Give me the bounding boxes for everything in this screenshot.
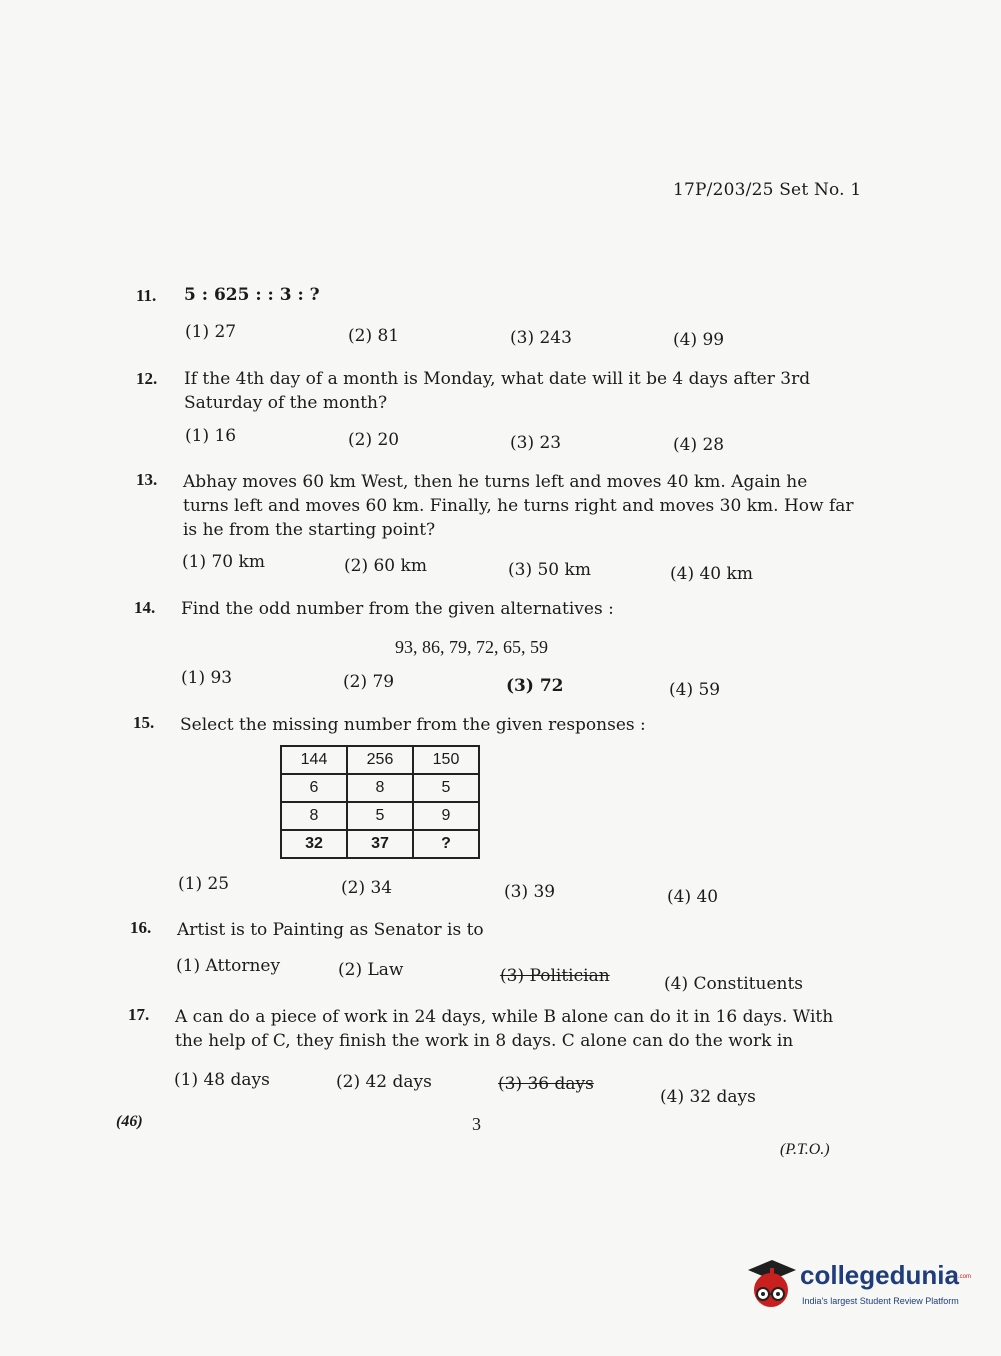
option-2: (2) 79 [343,672,395,692]
option-2: (2) 42 days [336,1072,432,1092]
question-text: If the 4th day of a month is Monday, what date will it be 4 days after 3rd Saturday of the month? [184,369,811,413]
booklet-code: (46) [116,1113,143,1130]
question-text: Abhay moves 60 km West, then he turns left and moves 40 km. Again he turns left and moves 60 km. Finally, he turns right and moves 30 km. How far is he from the starting point? [183,472,854,540]
question-number: 12. [136,369,158,388]
option-4: (4) 59 [669,680,721,700]
question-text: Find the odd number from the given alternatives : [181,599,614,619]
grid-cell: 8 [347,774,413,802]
option-2: (2) 60 km [344,556,427,576]
grid-cell: 8 [281,802,347,830]
question-text: 5 : 625 : : 3 : ? [184,285,320,305]
option-1: (1) 48 days [174,1070,270,1090]
grid-cell: ? [413,830,479,858]
option-3: (3) 39 [504,882,556,902]
grid-cell: 6 [281,774,347,802]
option-1: (1) 27 [185,322,237,342]
option-3: (3) Politician [500,966,610,986]
number-grid [280,745,480,859]
option-1: (1) 16 [185,426,237,446]
grid-cell: 9 [413,802,479,830]
option-2: (2) 81 [348,326,400,346]
option-1: (1) 25 [178,874,230,894]
option-4: (4) 99 [673,330,725,350]
question-number: 14. [134,598,156,617]
mascot-icon [742,1256,800,1312]
option-3: (3) 72 [506,676,564,696]
option-3: (3) 23 [510,433,562,453]
grid-cell: 150 [413,746,479,774]
grid-cell: 5 [347,802,413,830]
question-number: 17. [128,1005,150,1024]
question-number: 11. [136,286,157,305]
logo-tagline: India's largest Student Review Platform [802,1296,959,1306]
option-1: (1) 93 [181,668,233,688]
option-3: (3) 36 days [498,1074,594,1094]
pto-label: (P.T.O.) [780,1141,830,1158]
grid-cell: 256 [347,746,413,774]
question-number: 16. [130,918,152,937]
option-2: (2) 34 [341,878,393,898]
option-4: (4) 40 km [670,564,753,584]
grid-cell: 5 [413,774,479,802]
collegedunia-logo [742,1256,972,1316]
question-text: Select the missing number from the given responses : [180,715,646,735]
option-2: (2) Law [338,960,404,980]
option-4: (4) Constituents [664,974,804,994]
option-1: (1) 70 km [182,552,265,572]
grid-row [281,802,479,830]
page-number: 3 [472,1114,481,1134]
option-3: (3) 243 [510,328,572,348]
option-4: (4) 40 [667,887,719,907]
logo-com: .com [958,1274,972,1280]
question-number: 15. [133,713,155,732]
option-2: (2) 20 [348,430,400,450]
logo-name: collegedunia [800,1260,959,1290]
set-code: 17P/203/25 Set No. 1 [673,180,862,200]
option-4: (4) 28 [673,435,725,455]
option-1: (1) Attorney [176,956,281,976]
number-sequence: 93, 86, 79, 72, 65, 59 [395,637,548,657]
grid-cell: 32 [281,830,347,858]
grid-cell: 144 [281,746,347,774]
grid-row [281,746,479,774]
question-text: A can do a piece of work in 24 days, while B alone can do it in 16 days. With the help of C, they finish the work in 8 days. C alone can do the work in [175,1007,834,1051]
question-number: 13. [136,470,158,489]
grid-row [281,774,479,802]
grid-row [281,830,479,858]
option-3: (3) 50 km [508,560,591,580]
question-text: Artist is to Painting as Senator is to [177,920,484,940]
grid-cell: 37 [347,830,413,858]
option-4: (4) 32 days [660,1087,756,1107]
